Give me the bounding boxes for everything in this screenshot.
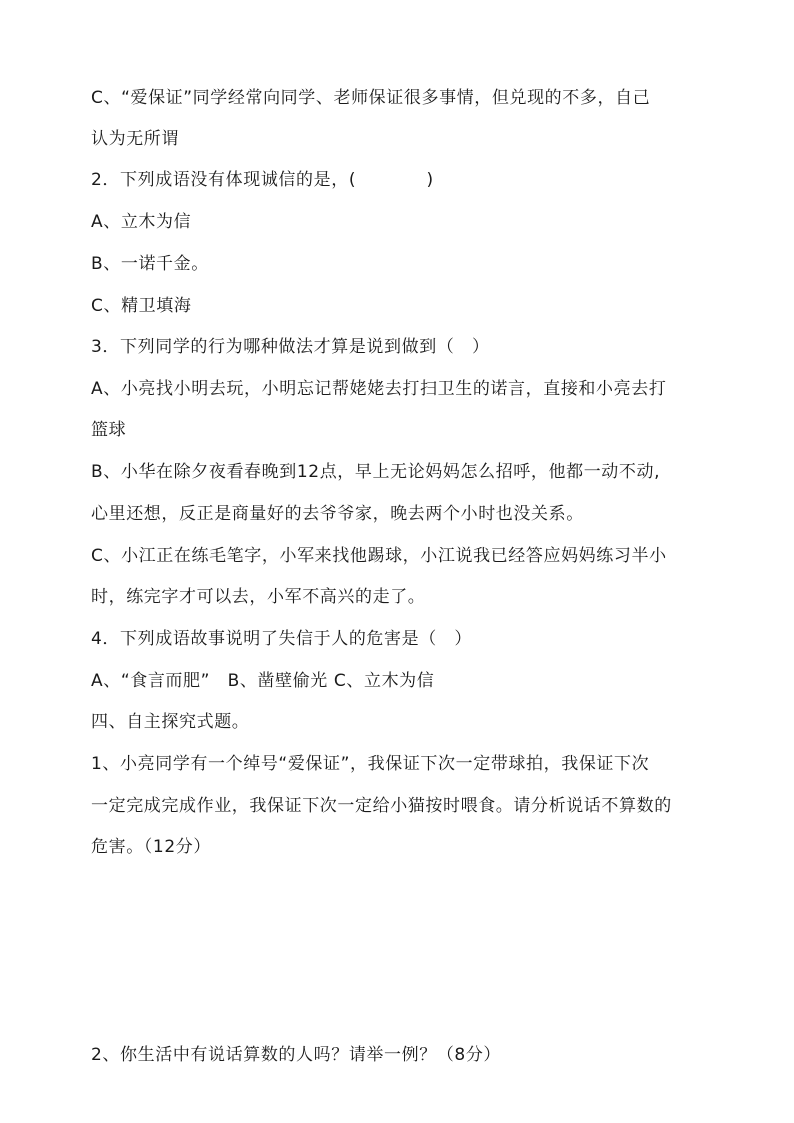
question-3-option-c-line-1: C、小江正在练毛笔字，小军来找他踢球，小江说我已经答应妈妈练习半小 [91, 546, 667, 566]
option-c-line-1: C、“爱保证”同学经常向同学、老师保证很多事情，但兑现的不多，自己 [91, 88, 651, 108]
section-4-heading: 四、自主探究式题。 [91, 712, 250, 732]
question-3-option-c-line-2: 时，练完字才可以去，小军不高兴的走了。 [91, 587, 426, 607]
question-3-option-b-line-2: 心里还想，反正是商量好的去爷爷家，晚去两个小时也没关系。 [91, 504, 584, 524]
question-4: 4．下列成语故事说明了失信于人的危害是（ ） [91, 629, 473, 649]
inquiry-question-1-line-3: 危害。（12分） [91, 837, 211, 857]
question-2-option-a: A、立木为信 [91, 212, 192, 232]
question-3-option-a-line-2: 篮球 [91, 420, 127, 440]
question-2-option-c: C、精卫填海 [91, 296, 192, 316]
question-4-options: A、“食言而肥” B、凿壁偷光 C、立木为信 [91, 671, 435, 691]
inquiry-question-1-line-1: 1、小亮同学有一个绰号“爱保证”，我保证下次一定带球拍，我保证下次 [91, 754, 650, 774]
question-3-option-a-line-1: A、小亮找小明去玩，小明忘记帮姥姥去打扫卫生的诺言，直接和小亮去打 [91, 379, 667, 399]
question-3: 3．下列同学的行为哪种做法才算是说到做到（ ） [91, 337, 490, 357]
question-3-option-b-line-1: B、小华在除夕夜看春晚到12点，早上无论妈妈怎么招呼，他都一动不动, [91, 462, 661, 482]
question-2: 2．下列成语没有体现诚信的是，( ) [91, 170, 434, 190]
inquiry-question-2: 2、你生活中有说话算数的人吗？请举一例？（8分） [91, 1045, 502, 1065]
option-c-line-2: 认为无所谓 [91, 129, 179, 149]
inquiry-question-1-line-2: 一定完成完成作业，我保证下次一定给小猫按时喂食。请分析说话不算数的 [91, 796, 672, 816]
question-2-option-b: B、一诺千金。 [91, 254, 209, 274]
